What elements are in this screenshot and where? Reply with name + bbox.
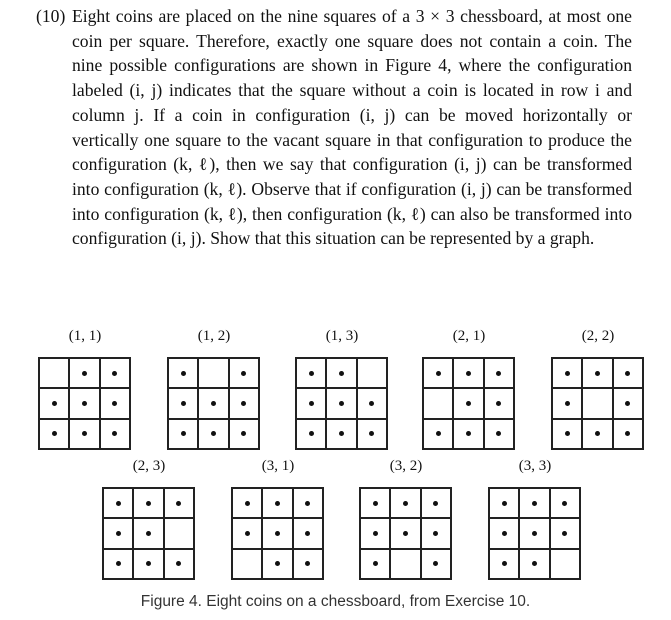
config-label: (1, 2) (197, 328, 231, 344)
board-square (519, 518, 549, 548)
coin-icon (502, 531, 507, 536)
board-square (326, 419, 356, 449)
config-2-1 (421, 326, 517, 450)
board-square (296, 358, 326, 388)
coin-icon (146, 561, 151, 566)
config-label: (1, 3) (325, 328, 359, 344)
board-square (133, 549, 163, 579)
empty-square (582, 388, 612, 418)
board-square (357, 419, 387, 449)
board-square (453, 419, 483, 449)
board-square (582, 419, 612, 449)
board-square (100, 388, 130, 418)
coin-icon (373, 531, 378, 536)
board-square (262, 518, 292, 548)
config-2-2 (550, 326, 646, 450)
config-label: (3, 1) (261, 458, 295, 474)
coin-icon (245, 501, 250, 506)
board-square (100, 358, 130, 388)
coin-icon (309, 371, 314, 376)
coin-icon (241, 431, 246, 436)
exercise-number: (10) (36, 6, 66, 26)
board-square (198, 388, 228, 418)
board-square (360, 549, 390, 579)
coin-icon (82, 401, 87, 406)
coin-icon (565, 371, 570, 376)
board-square (484, 388, 514, 418)
coin-icon (52, 431, 57, 436)
board-square (100, 419, 130, 449)
board-square (613, 358, 643, 388)
board-square (489, 549, 519, 579)
chessboard (359, 487, 452, 580)
board-square (168, 358, 198, 388)
board-square (550, 488, 580, 518)
coin-icon (466, 401, 471, 406)
board-square (168, 388, 198, 418)
board-square (552, 419, 582, 449)
config-3-3 (487, 456, 583, 580)
coin-icon (112, 371, 117, 376)
chessboard (422, 357, 515, 450)
config-2-3 (101, 456, 197, 580)
config-3-1 (230, 456, 326, 580)
coin-icon (176, 501, 181, 506)
board-square (519, 488, 549, 518)
board-square (262, 549, 292, 579)
coin-icon (181, 371, 186, 376)
board-square (133, 518, 163, 548)
coin-icon (466, 431, 471, 436)
coin-icon (403, 531, 408, 536)
empty-square (390, 549, 420, 579)
coin-icon (625, 371, 630, 376)
board-square (613, 419, 643, 449)
coin-icon (625, 431, 630, 436)
board-square (164, 488, 194, 518)
board-square (552, 388, 582, 418)
coin-icon (146, 501, 151, 506)
coin-icon (241, 371, 246, 376)
coin-icon (305, 561, 310, 566)
coin-icon (532, 501, 537, 506)
board-square (229, 388, 259, 418)
board-square (296, 388, 326, 418)
coin-icon (625, 401, 630, 406)
coin-icon (305, 501, 310, 506)
chessboard (231, 487, 324, 580)
board-square (423, 358, 453, 388)
board-square (133, 488, 163, 518)
config-label: (2, 2) (581, 328, 615, 344)
config-1-1 (37, 326, 133, 450)
coin-icon (565, 401, 570, 406)
coin-icon (369, 401, 374, 406)
coin-icon (146, 531, 151, 536)
config-label: (2, 3) (132, 458, 166, 474)
board-square (262, 488, 292, 518)
coin-icon (112, 431, 117, 436)
coin-icon (116, 561, 121, 566)
board-square (198, 419, 228, 449)
board-square (69, 358, 99, 388)
empty-square (39, 358, 69, 388)
config-label: (1, 1) (68, 328, 102, 344)
coin-icon (496, 431, 501, 436)
board-square (550, 518, 580, 548)
coin-icon (339, 431, 344, 436)
chessboard (102, 487, 195, 580)
coin-icon (82, 371, 87, 376)
config-3-2 (358, 456, 454, 580)
board-square (489, 518, 519, 548)
board-square (229, 358, 259, 388)
coin-icon (339, 401, 344, 406)
coin-icon (112, 401, 117, 406)
board-square (293, 549, 323, 579)
coin-icon (595, 431, 600, 436)
board-square (421, 518, 451, 548)
board-square (552, 358, 582, 388)
board-square (39, 388, 69, 418)
board-square (168, 419, 198, 449)
chessboard (167, 357, 260, 450)
coin-icon (211, 431, 216, 436)
board-square (484, 358, 514, 388)
board-square (296, 419, 326, 449)
coin-icon (595, 371, 600, 376)
coin-icon (562, 501, 567, 506)
figure-caption: Figure 4. Eight coins on a chessboard, from Exercise 10. (140, 593, 531, 610)
empty-square (198, 358, 228, 388)
coin-icon (275, 501, 280, 506)
board-square (421, 549, 451, 579)
figure-4 (0, 320, 671, 620)
coin-icon (433, 501, 438, 506)
board-square (326, 388, 356, 418)
board-square (69, 388, 99, 418)
coin-icon (532, 531, 537, 536)
coin-icon (436, 371, 441, 376)
board-square (489, 488, 519, 518)
empty-square (423, 388, 453, 418)
empty-square (550, 549, 580, 579)
board-square (423, 419, 453, 449)
coin-icon (309, 401, 314, 406)
coin-icon (52, 401, 57, 406)
coin-icon (245, 531, 250, 536)
coin-icon (502, 501, 507, 506)
board-square (232, 518, 262, 548)
board-square (519, 549, 549, 579)
board-square (390, 518, 420, 548)
coin-icon (373, 561, 378, 566)
board-square (390, 488, 420, 518)
coin-icon (241, 401, 246, 406)
coin-icon (309, 431, 314, 436)
board-square (103, 549, 133, 579)
board-square (360, 518, 390, 548)
coin-icon (436, 431, 441, 436)
coin-icon (116, 501, 121, 506)
board-square (357, 388, 387, 418)
chessboard (488, 487, 581, 580)
coin-icon (369, 431, 374, 436)
coin-icon (181, 401, 186, 406)
board-square (229, 419, 259, 449)
chessboard (295, 357, 388, 450)
board-square (164, 549, 194, 579)
coin-icon (275, 561, 280, 566)
coin-icon (116, 531, 121, 536)
chessboard (551, 357, 644, 450)
board-square (326, 358, 356, 388)
coin-icon (373, 501, 378, 506)
board-square (103, 488, 133, 518)
coin-icon (532, 561, 537, 566)
board-square (293, 488, 323, 518)
config-label: (3, 3) (518, 458, 552, 474)
board-square (39, 419, 69, 449)
coin-icon (562, 531, 567, 536)
board-square (421, 488, 451, 518)
config-1-2 (166, 326, 262, 450)
board-square (453, 388, 483, 418)
exercise-10 (36, 4, 632, 251)
board-square (293, 518, 323, 548)
coin-icon (275, 531, 280, 536)
coin-icon (305, 531, 310, 536)
chessboard (38, 357, 131, 450)
coin-icon (181, 431, 186, 436)
coin-icon (565, 431, 570, 436)
coin-icon (496, 371, 501, 376)
board-square (69, 419, 99, 449)
coin-icon (502, 561, 507, 566)
coin-icon (82, 431, 87, 436)
board-square (582, 358, 612, 388)
board-square (453, 358, 483, 388)
coin-icon (466, 371, 471, 376)
board-square (232, 488, 262, 518)
coin-icon (433, 531, 438, 536)
config-1-3 (294, 326, 390, 450)
board-square (484, 419, 514, 449)
coin-icon (496, 401, 501, 406)
empty-square (357, 358, 387, 388)
board-square (360, 488, 390, 518)
empty-square (232, 549, 262, 579)
coin-icon (211, 401, 216, 406)
board-square (613, 388, 643, 418)
board-square (103, 518, 133, 548)
coin-icon (433, 561, 438, 566)
coin-icon (403, 501, 408, 506)
coin-icon (339, 371, 344, 376)
config-label: (3, 2) (389, 458, 423, 474)
empty-square (164, 518, 194, 548)
coin-icon (176, 561, 181, 566)
config-label: (2, 1) (452, 328, 486, 344)
exercise-text: Eight coins are placed on the nine squares of a 3 × 3 chessboard, at most one coin per square. Therefore, exactly one square does not contain a coin. The nine possible configurations are shown in Figure 4, where the configuration labeled (i, j) indicates that the square without a coin is located in row i and column j. If a coin in configuration (i, j) can be moved horizontally or vertically one square to the vacant square in that configuration to produce the configuration (k, ℓ), then we say that configuration (i, j) can be transformed into configuration (k, ℓ). Observe that if configuration (i, j) can be transformed into configuration (k, ℓ), then configuration (k, ℓ) can also be transformed into configuration (i, j). Show that this situation can be represented by a graph. (72, 6, 632, 249)
